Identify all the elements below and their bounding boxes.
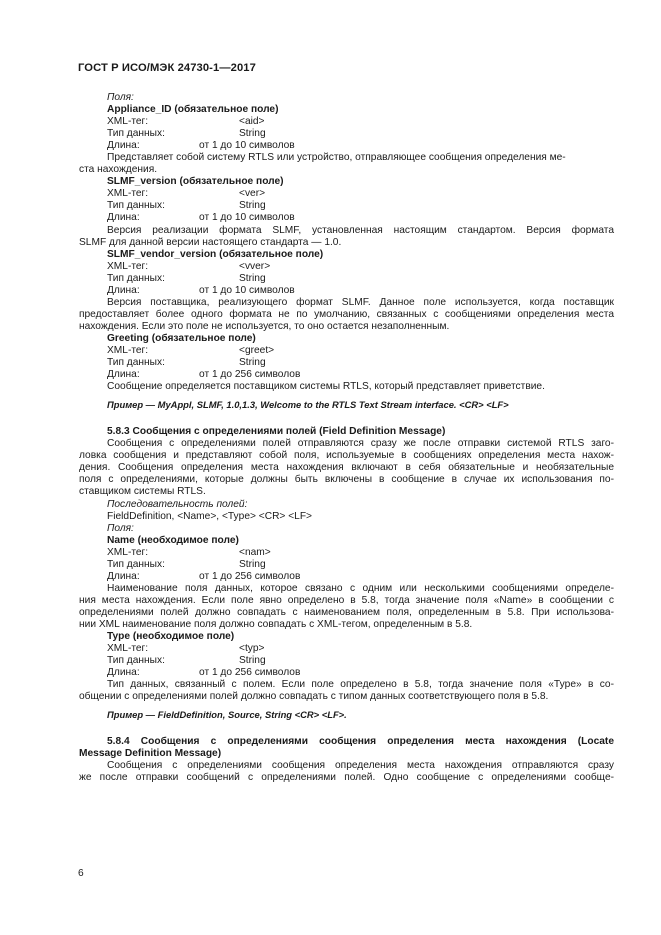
greeting-title: Greeting (обязательное поле)	[107, 332, 256, 344]
length-value: от 1 до 256 символов	[199, 570, 301, 582]
section-583-p2: ловка сообщения и представляют собой поля, используемые в сообщениях определения места нахож-	[79, 450, 614, 462]
sequence-value: FieldDefinition, <Name>, <Type> <CR> <LF>	[107, 510, 312, 522]
appliance-id-type-row	[79, 128, 614, 140]
slmf-vendor-title: SLMF_vendor_version (обязательное поле)	[107, 248, 324, 260]
length-value: от 1 до 256 символов	[199, 369, 301, 381]
xml-tag-value: <aid>	[239, 116, 265, 128]
xml-tag-value: <nam>	[239, 546, 271, 558]
type-tag-row	[79, 643, 614, 655]
data-type-value: String	[239, 272, 266, 284]
type-field-title: Type (необходимое поле)	[107, 631, 235, 643]
slmf-vendor-type-row	[79, 273, 614, 285]
fields-label: Поля:	[107, 92, 134, 103]
appliance-id-desc-cont: ста нахождения.	[79, 164, 158, 176]
slmf-vendor-tag-row	[79, 261, 614, 273]
section-584-title: 5.8.4 Сообщения с определениями сообщения определения места нахождения (Locate	[107, 736, 614, 748]
type-example: Пример — FieldDefinition, Source, String <CR> <LF>.	[107, 709, 347, 721]
slmf-vendor-desc-end: нахождения. Если это поле не используется, то оно остается незаполненным.	[79, 320, 450, 332]
length-label: Длина:	[107, 140, 140, 152]
data-type-label: Тип данных:	[107, 357, 165, 369]
length-value: от 1 до 10 символов	[199, 284, 295, 296]
xml-tag-label: XML-тег:	[107, 344, 149, 356]
xml-tag-label: XML-тег:	[107, 188, 149, 200]
document-header: ГОСТ Р ИСО/МЭК 24730-1—2017	[78, 62, 256, 74]
slmf-vendor-length-row	[79, 285, 614, 297]
sequence-label: Последовательность полей:	[107, 498, 248, 510]
slmf-version-type-row	[79, 200, 614, 212]
greeting-example: Пример — MyAppl, SLMF, 1.0,1.3, Welcome to the RTLS Text Stream interface. <CR> <LF>	[107, 399, 509, 411]
length-label: Длина:	[107, 570, 140, 582]
xml-tag-value: <ver>	[239, 188, 266, 200]
section-584-p2: же после отправки сообщений с определениями полей. Одно сообщение с определениями сообще-	[79, 772, 614, 784]
xml-tag-value: <greet>	[239, 344, 275, 356]
appliance-id-desc: Представляет собой систему RTLS или устройство, отправляющее сообщения определения ме-	[107, 152, 566, 164]
page-content	[79, 92, 614, 785]
name-desc-4: нии XML наименование поля должно совпадать с XML-тегом, определенным в 5.8.	[79, 618, 473, 630]
section-583-p5: ставщиком системы RTLS.	[79, 486, 206, 498]
data-type-value: String	[239, 200, 266, 212]
greeting-type-row	[79, 357, 614, 369]
name-type-row	[79, 559, 614, 571]
length-value: от 1 до 256 символов	[199, 667, 301, 679]
length-label: Длина:	[107, 284, 140, 296]
slmf-version-tag-row	[79, 188, 614, 200]
appliance-id-length-row	[79, 140, 614, 152]
xml-tag-label: XML-тег:	[107, 260, 149, 272]
slmf-version-length-row	[79, 212, 614, 224]
xml-tag-label: XML-тег:	[107, 546, 149, 558]
name-length-row	[79, 571, 614, 583]
length-label: Длина:	[107, 369, 140, 381]
data-type-value: String	[239, 357, 266, 369]
slmf-version-title: SLMF_version (обязательное поле)	[107, 176, 284, 188]
data-type-value: String	[239, 558, 266, 570]
length-label: Длина:	[107, 667, 140, 679]
section-583-p3: дения. Сообщения определения места нахождения включают в себя обязательные и необязательные	[79, 462, 614, 474]
slmf-version-desc: Версия реализации формата SLMF, установленная настоящим стандартом. Версия формата	[107, 224, 614, 236]
data-type-label: Тип данных:	[107, 272, 165, 284]
xml-tag-value: <typ>	[239, 643, 265, 655]
data-type-value: String	[239, 655, 266, 667]
section-583-title: 5.8.3 Сообщения с определениями полей (Field Definition Message)	[107, 426, 446, 438]
section-584-title-cont: Message Definition Message)	[79, 748, 222, 760]
appliance-id-tag-row	[79, 116, 614, 128]
data-type-value: String	[239, 128, 266, 140]
type-length-row	[79, 667, 614, 679]
type-desc-2: общении с определениями полей должно совпадать с типом данных соответствующего поля в 5.8.	[79, 691, 549, 703]
slmf-vendor-desc: Версия поставщика, реализующего формат SLMF. Данное поле используется, когда поставщик	[107, 296, 614, 308]
data-type-label: Тип данных:	[107, 558, 165, 570]
type-desc: Тип данных, связанный с полем. Если поле определено в 5.8, тогда значение поля «Type» в со-	[107, 679, 614, 691]
xml-tag-label: XML-тег:	[107, 116, 149, 128]
name-desc: Наименование поля данных, которое связано с одним или несколькими сообщениями определе-	[107, 582, 614, 594]
greeting-desc: Сообщение определяется поставщиком системы RTLS, который представляет приветствие.	[107, 381, 545, 393]
name-desc-2: ния места нахождения. Если поле явно определено в 5.8, тогда значение поля «Name» в сообщении с	[79, 594, 614, 606]
data-type-label: Тип данных:	[107, 128, 165, 140]
length-value: от 1 до 10 символов	[199, 212, 295, 224]
page-number: 6	[78, 868, 84, 879]
type-type-row	[79, 655, 614, 667]
section-583-p1: Сообщения с определениями полей отправляются сразу же после отправки системой RTLS заго-	[107, 438, 614, 450]
greeting-length-row	[79, 369, 614, 381]
xml-tag-label: XML-тег:	[107, 643, 149, 655]
length-label: Длина:	[107, 212, 140, 224]
name-tag-row	[79, 547, 614, 559]
greeting-tag-row	[79, 345, 614, 357]
name-field-title: Name (необходимое поле)	[107, 534, 239, 546]
section-583-p4: поля с определениями, которые должны быть включены в сообщение в случае их использования по-	[79, 474, 614, 486]
fields-label: Поля:	[107, 522, 134, 534]
slmf-version-desc-cont: SLMF для данной версии настоящего стандарта — 1.0.	[79, 236, 342, 248]
data-type-label: Тип данных:	[107, 200, 165, 212]
section-584-p1: Сообщения с определениями сообщения определения места нахождения отправляются сразу	[107, 760, 614, 772]
slmf-vendor-desc-cont: предоставляет более одного формата не по умолчанию, связанных с сообщениями определения места	[79, 308, 614, 320]
xml-tag-value: <vver>	[239, 260, 271, 272]
data-type-label: Тип данных:	[107, 655, 165, 667]
length-value: от 1 до 10 символов	[199, 140, 295, 152]
name-desc-3: определениями полей должно совпадать с наименованием поля, определенным в 5.8. При использова-	[79, 606, 614, 618]
appliance-id-title: Appliance_ID (обязательное поле)	[107, 104, 279, 116]
